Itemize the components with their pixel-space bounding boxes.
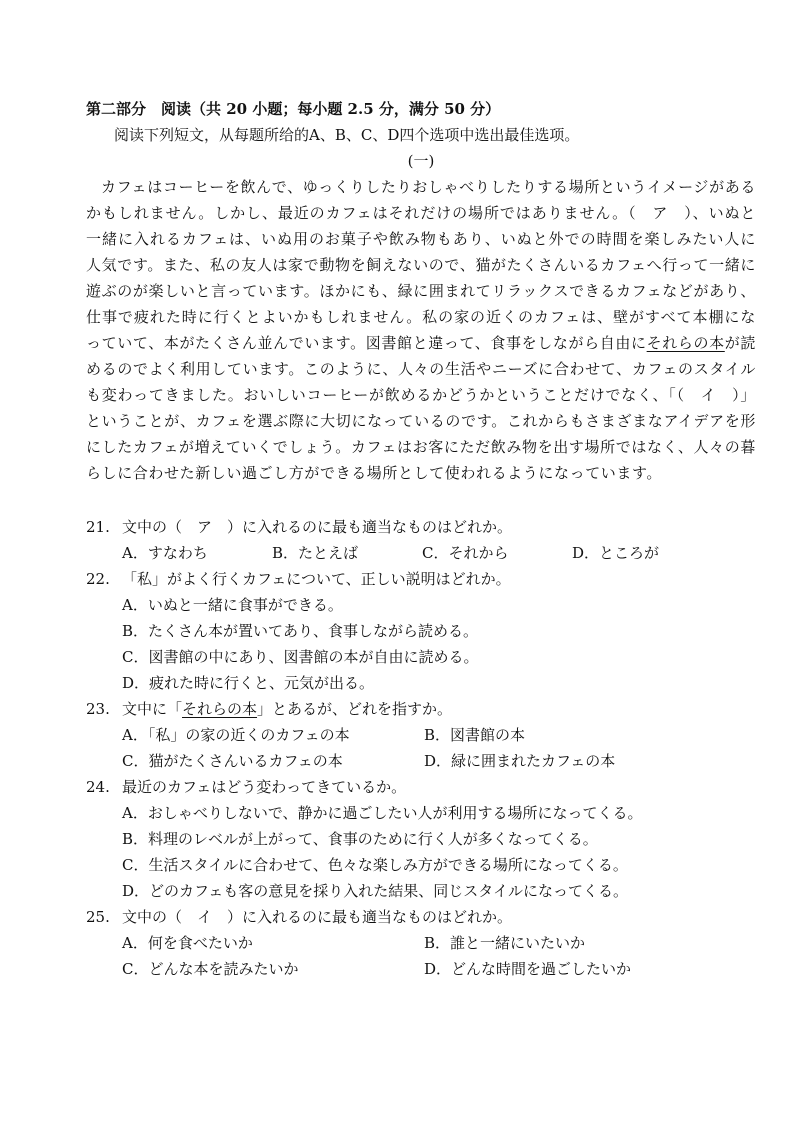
- question-24: [86, 774, 756, 904]
- question-stem: [86, 696, 756, 722]
- instruction-text: 阅读下列短文，从每题所给的A、B、C、D四个选项中选出最佳选项。: [114, 126, 580, 144]
- question-stem: [86, 774, 756, 800]
- option-d[interactable]: D．疲れた時に行くと、元気が出る。: [122, 674, 375, 692]
- question-list: [86, 514, 756, 982]
- question-number: 25.: [86, 908, 110, 926]
- passage-text-part2: が読めるのでよく利用しています。このように、人々の生活やニーズに合わせて、カフェのスタイルも変わってきました。おいしいコーヒーが飲めるかどうかということだけでなく、「（ イ ）」ということが、カフェを選ぶ際に大切になっているのです。これからもさまざまなアイデアを形にしたカフェが増えていくでしょう。カフェはお客にただ飲み物を出す場所ではなく、人々の暮らしに合わせた新しい過ごし方ができる場所として使われるようになっています。: [86, 334, 756, 482]
- option-c[interactable]: C．どんな本を読みたいか: [122, 960, 299, 978]
- option-b[interactable]: B．料理のレベルが上がって、食事のために行く人が多くなってくる。: [122, 830, 598, 848]
- option-row: [86, 748, 756, 774]
- question-23: [86, 696, 756, 774]
- option-a[interactable]: A．何を食べたいか: [122, 934, 253, 952]
- passage-text-part1: カフェはコーヒーを飲んで、ゆっくりしたりおしゃべりしたりする場所というイメージがあるかもしれません。しかし、最近のカフェはそれだけの場所ではありません。（ ア ）、いぬと一緒に入れるカフェは、いぬ用のお菓子や飲み物もあり、いぬと外での時間を楽しみたい人に人気です。また、私の友人は家で動物を飼えないので、猫がたくさんいるカフェへ行って一緒に遊ぶのが楽しいと言っています。ほかにも、緑に囲まれてリラックスできるカフェなどがあり、仕事で疲れた時に行くとよいかもしれません。私の家の近くのカフェは、壁がすべて本棚になっていて、本がたくさん並んでいます。図書館と違って、食事をしながら自由に: [86, 178, 756, 352]
- exam-page: [86, 96, 756, 982]
- question-number: 24.: [86, 778, 110, 796]
- option-row: [86, 722, 756, 748]
- question-text-before: 文中に「: [122, 700, 183, 718]
- question-text: 最近のカフェはどう変わってきているか。: [122, 778, 407, 796]
- option-c[interactable]: C．それから: [422, 544, 509, 562]
- question-stem: [86, 566, 756, 592]
- option-d[interactable]: D．どのカフェも客の意見を採り入れた結果、同じスタイルになってくる。: [122, 882, 628, 900]
- option-a[interactable]: A．「私」の家の近くのカフェの本: [122, 726, 350, 744]
- question-text: 文中の（ イ ）に入れるのに最も適当なものはどれか。: [122, 908, 513, 926]
- option-a[interactable]: A．すなわち: [122, 544, 208, 562]
- option-d[interactable]: D．緑に囲まれたカフェの本: [424, 752, 616, 770]
- option-row: [86, 956, 756, 982]
- question-text: 「私」がよく行くカフェについて、正しい説明はどれか。: [122, 570, 511, 588]
- passage-number: (一): [407, 152, 435, 170]
- question-21: [86, 514, 756, 566]
- reading-passage: [86, 174, 756, 486]
- question-stem: [86, 904, 756, 930]
- option-c[interactable]: C．図書館の中にあり、図書館の本が自由に読める。: [122, 648, 479, 666]
- question-number: 22.: [86, 570, 110, 588]
- question-stem: [86, 514, 756, 540]
- section-heading: 第二部分 阅读（共 20 小题；每小题 2.5 分，满分 50 分）: [86, 100, 501, 118]
- question-text-after: 」とあるが、どれを指すか。: [257, 700, 453, 718]
- option-b[interactable]: B．たとえば: [272, 544, 359, 562]
- option-c[interactable]: C．生活スタイルに合わせて、色々な楽しみ方ができる場所になってくる。: [122, 856, 628, 874]
- option-list: [86, 540, 756, 566]
- question-22: [86, 566, 756, 696]
- question-underlined-phrase: それらの本: [182, 700, 258, 718]
- option-a[interactable]: A．いぬと一緒に食事ができる。: [122, 596, 343, 614]
- option-list: [86, 592, 756, 696]
- question-number: 21.: [86, 518, 110, 536]
- option-list: [86, 800, 756, 904]
- option-a[interactable]: A．おしゃべりしないで、静かに過ごしたい人が利用する場所になってくる。: [122, 804, 643, 822]
- option-c[interactable]: C．猫がたくさんいるカフェの本: [122, 752, 343, 770]
- option-b[interactable]: B．図書館の本: [424, 726, 526, 744]
- option-d[interactable]: D．どんな時間を過ごしたいか: [424, 960, 632, 978]
- question-text: 文中の（ ア ）に入れるのに最も適当なものはどれか。: [122, 518, 513, 536]
- question-number: 23.: [86, 700, 110, 718]
- option-d[interactable]: D．ところが: [572, 544, 660, 562]
- passage-underlined-phrase: それらの本: [646, 334, 725, 352]
- option-b[interactable]: B．誰と一緒にいたいか: [424, 934, 586, 952]
- option-row: [86, 930, 756, 956]
- question-25: [86, 904, 756, 982]
- option-b[interactable]: B．たくさん本が置いてあり、食事しながら読める。: [122, 622, 479, 640]
